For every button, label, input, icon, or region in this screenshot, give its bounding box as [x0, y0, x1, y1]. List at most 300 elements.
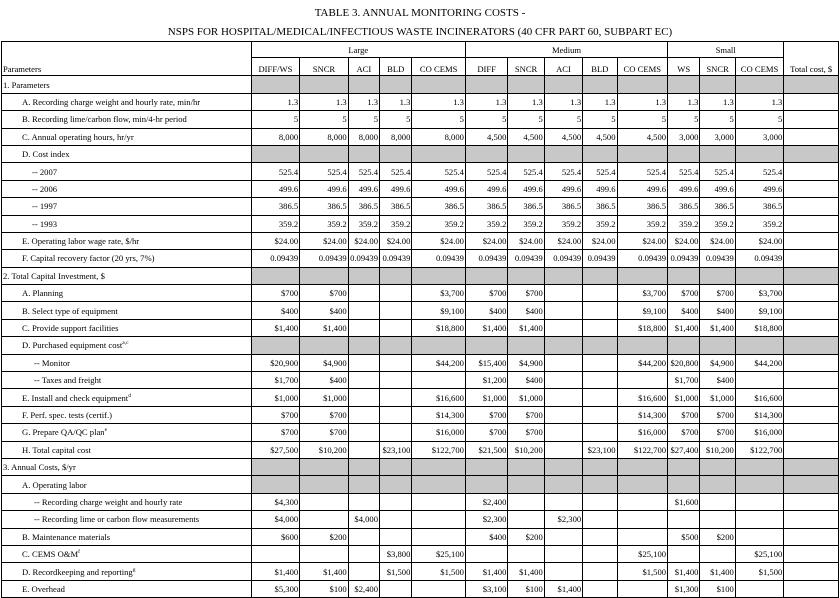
value-cell: 386.5: [380, 198, 412, 215]
value-cell: $122,700: [617, 441, 668, 458]
value-cell: 1.3: [465, 93, 507, 110]
value-cell: $400: [465, 528, 507, 545]
table-row: [2, 145, 839, 162]
value-cell: $44,200: [617, 354, 668, 371]
value-cell: $4,000: [251, 511, 300, 528]
value-cell: $2,300: [544, 511, 582, 528]
shaded-cell: [300, 458, 349, 475]
shaded-cell: [617, 337, 668, 354]
value-cell: $1,400: [668, 319, 700, 336]
value-cell: 525.4: [380, 163, 412, 180]
value-cell: $400: [700, 302, 735, 319]
value-cell: $2,400: [348, 580, 379, 597]
value-cell: [348, 354, 379, 371]
shaded-cell: [380, 458, 412, 475]
shaded-cell: [465, 458, 507, 475]
value-cell: [348, 545, 379, 562]
value-cell: $200: [300, 528, 349, 545]
value-cell: 8,000: [348, 128, 379, 145]
value-cell: $21,500: [465, 441, 507, 458]
value-cell: $24.00: [251, 232, 300, 249]
table-row: [2, 198, 839, 215]
group-header-row: [2, 42, 839, 58]
value-cell: [583, 285, 617, 302]
row-label: 3. Annual Costs, $/yr: [2, 458, 252, 475]
value-cell: $1,500: [735, 563, 784, 580]
shaded-cell: [544, 76, 582, 93]
value-cell: 525.4: [544, 163, 582, 180]
value-cell: 0.09439: [583, 250, 617, 267]
value-cell: $700: [668, 406, 700, 423]
value-cell: [583, 372, 617, 389]
shaded-cell: [583, 76, 617, 93]
value-cell: 0.09439: [348, 250, 379, 267]
shaded-cell: [700, 337, 735, 354]
table-row: [2, 389, 839, 406]
value-cell: $1,400: [465, 563, 507, 580]
value-cell: [380, 354, 412, 371]
row-label: -- 1997: [2, 198, 252, 215]
value-cell: $9,100: [412, 302, 466, 319]
table-title-line2: NSPS FOR HOSPITAL/MEDICAL/INFECTIOUS WASTE INCINERATORS (40 CFR PART 60, SUBPART EC): [167, 26, 673, 38]
shaded-cell: [735, 145, 784, 162]
value-cell: $14,300: [412, 406, 466, 423]
shaded-cell: [508, 145, 544, 162]
value-cell: [544, 563, 582, 580]
value-cell: $122,700: [412, 441, 466, 458]
value-cell: [700, 545, 735, 562]
value-cell: 1.3: [700, 93, 735, 110]
row-label: B. Maintenance materials: [2, 528, 252, 545]
shaded-cell: [544, 145, 582, 162]
value-cell: $20,900: [251, 354, 300, 371]
value-cell: 499.6: [617, 180, 668, 197]
row-label: H. Total capital cost: [2, 441, 252, 458]
value-cell: $10,200: [700, 441, 735, 458]
value-cell: 525.4: [300, 163, 349, 180]
total-cell: [784, 128, 839, 145]
value-cell: 1.3: [617, 93, 668, 110]
value-cell: $1,300: [668, 580, 700, 597]
value-cell: 525.4: [700, 163, 735, 180]
value-cell: 5: [617, 111, 668, 128]
value-cell: [348, 441, 379, 458]
value-cell: [508, 511, 544, 528]
row-label: A. Recording charge weight and hourly rate, min/hr: [2, 93, 252, 110]
shaded-cell: [735, 337, 784, 354]
row-label: A. Planning: [2, 285, 252, 302]
shaded-cell: [700, 267, 735, 284]
value-cell: $24.00: [508, 232, 544, 249]
value-cell: 5: [348, 111, 379, 128]
value-cell: 5: [735, 111, 784, 128]
footnote-marker: f: [78, 549, 80, 556]
table-row: [2, 232, 839, 249]
shaded-cell: [348, 476, 379, 493]
value-cell: $1,500: [380, 563, 412, 580]
value-cell: [412, 511, 466, 528]
value-cell: 525.4: [583, 163, 617, 180]
footnote-marker: g: [132, 566, 136, 573]
value-cell: 0.09439: [544, 250, 582, 267]
value-cell: $1,500: [412, 563, 466, 580]
row-label: E. Operating labor wage rate, $/hr: [2, 232, 252, 249]
value-cell: $24.00: [300, 232, 349, 249]
value-cell: $2,300: [465, 511, 507, 528]
table-row: [2, 354, 839, 371]
value-cell: $700: [508, 285, 544, 302]
value-cell: 0.09439: [251, 250, 300, 267]
value-cell: 499.6: [583, 180, 617, 197]
total-cell: [784, 545, 839, 562]
value-cell: $1,400: [251, 563, 300, 580]
value-cell: 499.6: [668, 180, 700, 197]
shaded-cell: [544, 458, 582, 475]
value-cell: 1.3: [583, 93, 617, 110]
value-cell: 8,000: [412, 128, 466, 145]
total-cell: [784, 250, 839, 267]
value-cell: $20,800: [668, 354, 700, 371]
value-cell: [544, 545, 582, 562]
shaded-cell: [300, 476, 349, 493]
value-cell: 5: [300, 111, 349, 128]
value-cell: 0.09439: [465, 250, 507, 267]
value-cell: 499.6: [348, 180, 379, 197]
value-cell: [380, 389, 412, 406]
value-cell: [380, 372, 412, 389]
value-cell: 4,500: [465, 128, 507, 145]
value-cell: 0.09439: [412, 250, 466, 267]
value-cell: $100: [508, 580, 544, 597]
value-cell: 525.4: [251, 163, 300, 180]
row-label: C. Provide support facilities: [2, 319, 252, 336]
table-row: [2, 476, 839, 493]
value-cell: 386.5: [412, 198, 466, 215]
total-cell: [784, 389, 839, 406]
value-cell: 386.5: [735, 198, 784, 215]
table-row: [2, 319, 839, 336]
value-cell: $1,400: [668, 563, 700, 580]
value-cell: 499.6: [380, 180, 412, 197]
shaded-cell: [465, 145, 507, 162]
value-cell: $24.00: [465, 232, 507, 249]
value-cell: [544, 354, 582, 371]
value-cell: $24.00: [735, 232, 784, 249]
value-cell: 359.2: [700, 215, 735, 232]
value-cell: $1,400: [465, 319, 507, 336]
value-cell: 5: [583, 111, 617, 128]
value-cell: 0.09439: [380, 250, 412, 267]
value-cell: $700: [300, 406, 349, 423]
value-cell: 359.2: [380, 215, 412, 232]
value-cell: [617, 372, 668, 389]
value-cell: $5,300: [251, 580, 300, 597]
column-header: ACI: [348, 58, 379, 76]
shaded-cell: [617, 267, 668, 284]
shaded-cell: [251, 458, 300, 475]
column-header: CO CEMS: [617, 58, 668, 76]
value-cell: $200: [700, 528, 735, 545]
shaded-cell: [784, 476, 839, 493]
shaded-cell: [251, 267, 300, 284]
row-label: 1. Parameters: [2, 76, 252, 93]
value-cell: [583, 424, 617, 441]
value-cell: 359.2: [668, 215, 700, 232]
value-cell: 525.4: [617, 163, 668, 180]
value-cell: 0.09439: [508, 250, 544, 267]
value-cell: 1.3: [508, 93, 544, 110]
total-cell: [784, 93, 839, 110]
value-cell: 359.2: [508, 215, 544, 232]
total-cell: [784, 319, 839, 336]
value-cell: [380, 528, 412, 545]
value-cell: [348, 319, 379, 336]
shaded-cell: [508, 476, 544, 493]
value-cell: $23,100: [583, 441, 617, 458]
value-cell: $400: [300, 302, 349, 319]
value-cell: [583, 580, 617, 597]
shaded-cell: [583, 267, 617, 284]
value-cell: 499.6: [544, 180, 582, 197]
shaded-cell: [300, 267, 349, 284]
value-cell: [617, 493, 668, 510]
shaded-cell: [348, 458, 379, 475]
table-row: [2, 76, 839, 93]
table-row: [2, 337, 839, 354]
table-row: [2, 493, 839, 510]
value-cell: 0.09439: [735, 250, 784, 267]
table-row: [2, 128, 839, 145]
value-cell: $4,300: [251, 493, 300, 510]
shaded-cell: [700, 76, 735, 93]
shaded-cell: [544, 337, 582, 354]
value-cell: $24.00: [348, 232, 379, 249]
value-cell: $4,000: [348, 511, 379, 528]
shaded-cell: [735, 476, 784, 493]
value-cell: 359.2: [583, 215, 617, 232]
table-row: [2, 372, 839, 389]
value-cell: 499.6: [700, 180, 735, 197]
shaded-cell: [583, 145, 617, 162]
value-cell: 1.3: [348, 93, 379, 110]
value-cell: $1,000: [508, 389, 544, 406]
value-cell: $10,200: [300, 441, 349, 458]
value-cell: [700, 493, 735, 510]
value-cell: [508, 493, 544, 510]
value-cell: $4,900: [300, 354, 349, 371]
column-header: DIFF: [465, 58, 507, 76]
footnote-marker: d: [128, 392, 131, 399]
value-cell: $700: [465, 285, 507, 302]
column-header: SNCR: [508, 58, 544, 76]
value-cell: 386.5: [700, 198, 735, 215]
shaded-cell: [412, 145, 466, 162]
total-cost-header: Total cost, $: [784, 42, 839, 76]
shaded-cell: [300, 337, 349, 354]
row-label: -- 2007: [2, 163, 252, 180]
value-cell: 1.3: [735, 93, 784, 110]
shaded-cell: [668, 145, 700, 162]
value-cell: [544, 372, 582, 389]
table-body: [2, 76, 839, 598]
shaded-cell: [784, 337, 839, 354]
value-cell: [348, 493, 379, 510]
column-header: BLD: [583, 58, 617, 76]
value-cell: 359.2: [544, 215, 582, 232]
table-row: [2, 441, 839, 458]
value-cell: 5: [465, 111, 507, 128]
value-cell: [735, 580, 784, 597]
shaded-cell: [412, 267, 466, 284]
value-cell: 1.3: [544, 93, 582, 110]
column-header: SNCR: [700, 58, 735, 76]
value-cell: 386.5: [544, 198, 582, 215]
row-label: F. Capital recovery factor (20 yrs, 7%): [2, 250, 252, 267]
total-cell: [784, 528, 839, 545]
value-cell: 1.3: [668, 93, 700, 110]
table-row: [2, 511, 839, 528]
value-cell: $24.00: [380, 232, 412, 249]
value-cell: 359.2: [300, 215, 349, 232]
value-cell: 5: [508, 111, 544, 128]
value-cell: 386.5: [583, 198, 617, 215]
table-row: [2, 163, 839, 180]
value-cell: $25,100: [412, 545, 466, 562]
shaded-cell: [508, 267, 544, 284]
value-cell: [348, 528, 379, 545]
value-cell: 4,500: [617, 128, 668, 145]
shaded-cell: [465, 76, 507, 93]
value-cell: $16,000: [735, 424, 784, 441]
value-cell: [348, 389, 379, 406]
value-cell: $9,100: [735, 302, 784, 319]
value-cell: $24.00: [544, 232, 582, 249]
total-cell: [784, 580, 839, 597]
value-cell: $1,400: [544, 580, 582, 597]
value-cell: 386.5: [251, 198, 300, 215]
value-cell: [583, 493, 617, 510]
value-cell: 525.4: [348, 163, 379, 180]
value-cell: $700: [251, 424, 300, 441]
shaded-cell: [668, 476, 700, 493]
value-cell: [583, 528, 617, 545]
value-cell: [735, 511, 784, 528]
value-cell: $3,700: [735, 285, 784, 302]
value-cell: [544, 406, 582, 423]
value-cell: $1,400: [300, 319, 349, 336]
total-cell: [784, 354, 839, 371]
value-cell: $1,700: [251, 372, 300, 389]
shaded-cell: [784, 145, 839, 162]
value-cell: 359.2: [348, 215, 379, 232]
value-cell: $400: [300, 372, 349, 389]
value-cell: $3,700: [617, 285, 668, 302]
value-cell: [380, 424, 412, 441]
total-cell: [784, 372, 839, 389]
value-cell: [544, 528, 582, 545]
value-cell: 5: [251, 111, 300, 128]
shaded-cell: [508, 76, 544, 93]
row-label: C. Annual operating hours, hr/yr: [2, 128, 252, 145]
value-cell: 8,000: [300, 128, 349, 145]
shaded-cell: [700, 458, 735, 475]
shaded-cell: [380, 145, 412, 162]
column-header: WS: [668, 58, 700, 76]
value-cell: $44,200: [735, 354, 784, 371]
value-cell: 3,000: [700, 128, 735, 145]
value-cell: [380, 319, 412, 336]
shaded-cell: [544, 267, 582, 284]
value-cell: $10,200: [508, 441, 544, 458]
value-cell: $25,100: [617, 545, 668, 562]
row-label: 2. Total Capital Investment, $: [2, 267, 252, 284]
table-row: [2, 215, 839, 232]
value-cell: $14,300: [735, 406, 784, 423]
shaded-cell: [668, 337, 700, 354]
value-cell: [668, 511, 700, 528]
shaded-cell: [735, 458, 784, 475]
value-cell: 0.09439: [617, 250, 668, 267]
shaded-cell: [784, 267, 839, 284]
shaded-cell: [412, 476, 466, 493]
total-cell: [784, 215, 839, 232]
shaded-cell: [348, 267, 379, 284]
table-title-line1: TABLE 3. ANNUAL MONITORING COSTS -: [314, 7, 526, 19]
value-cell: 359.2: [465, 215, 507, 232]
value-cell: $25,100: [735, 545, 784, 562]
value-cell: [544, 389, 582, 406]
shaded-cell: [735, 267, 784, 284]
shaded-cell: [251, 476, 300, 493]
row-label: F. Perf. spec. tests (certif.): [2, 406, 252, 423]
value-cell: [617, 580, 668, 597]
value-cell: [380, 493, 412, 510]
value-cell: $200: [508, 528, 544, 545]
value-cell: $1,200: [465, 372, 507, 389]
value-cell: 386.5: [348, 198, 379, 215]
value-cell: 386.5: [300, 198, 349, 215]
shaded-cell: [251, 76, 300, 93]
shaded-cell: [508, 458, 544, 475]
value-cell: $400: [700, 372, 735, 389]
table-row: [2, 545, 839, 562]
value-cell: 0.09439: [700, 250, 735, 267]
value-cell: [700, 511, 735, 528]
value-cell: $1,500: [617, 563, 668, 580]
shaded-cell: [617, 145, 668, 162]
value-cell: [465, 545, 507, 562]
column-header: SNCR: [300, 58, 349, 76]
value-cell: [544, 319, 582, 336]
row-label: B. Recording lime/carbon flow, min/4-hr period: [2, 111, 252, 128]
shaded-cell: [465, 337, 507, 354]
value-cell: [735, 528, 784, 545]
value-cell: 386.5: [617, 198, 668, 215]
shaded-cell: [784, 76, 839, 93]
value-cell: $700: [668, 285, 700, 302]
value-cell: [380, 580, 412, 597]
value-cell: [412, 580, 466, 597]
value-cell: 499.6: [251, 180, 300, 197]
value-cell: $500: [668, 528, 700, 545]
table-row: [2, 406, 839, 423]
table-row: [2, 458, 839, 475]
value-cell: [380, 302, 412, 319]
total-cell: [784, 285, 839, 302]
value-cell: 359.2: [251, 215, 300, 232]
table-row: [2, 267, 839, 284]
value-cell: $1,400: [508, 319, 544, 336]
